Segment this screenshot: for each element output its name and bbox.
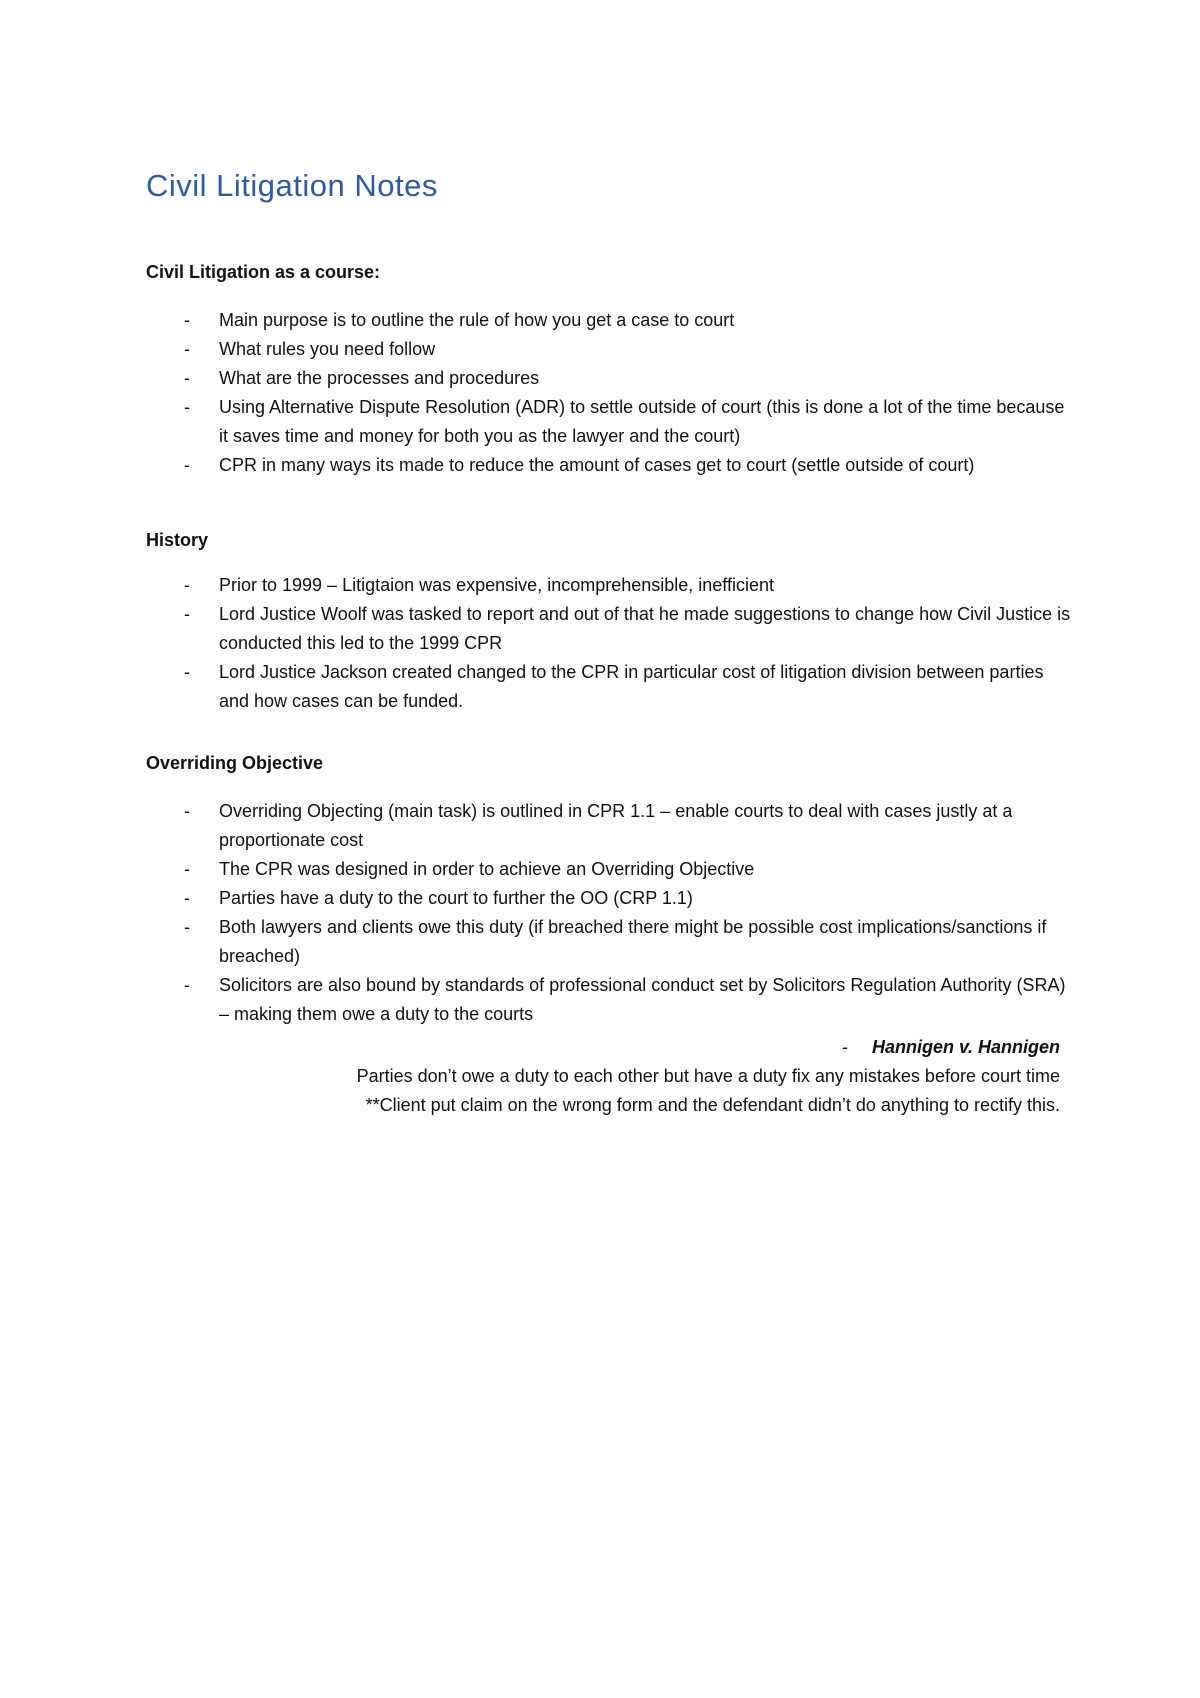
case-name: Hannigen v. Hannigen [871, 1037, 1060, 1057]
list-item: - Overriding Objecting (main task) is outlined in CPR 1.1 – enable courts to deal with cases justly at a proportionate cost [146, 797, 1076, 855]
list-item: - Using Alternative Dispute Resolution (ADR) to settle outside of court (this is done a lot of the time because it saves time and money for both you as the lawyer and the court) [146, 393, 1076, 451]
list-item: - What rules you need follow [146, 335, 1076, 364]
history-list [146, 571, 1076, 716]
list-item: - What are the processes and procedures [146, 364, 1076, 393]
dash-bullet: - [184, 575, 190, 595]
list-item: - CPR in many ways its made to reduce the amount of cases get to court (settle outside of court) [146, 451, 1076, 480]
dash-bullet: - [184, 368, 190, 388]
dash-bullet: - [184, 310, 190, 330]
list-item: - The CPR was designed in order to achieve an Overriding Objective [146, 855, 1076, 884]
case-detail-line: **Client put claim on the wrong form and the defendant didn’t do anything to rectify this. [365, 1095, 1060, 1115]
dash-bullet: - [184, 339, 190, 359]
dash-bullet: - [184, 455, 190, 475]
list-item: - Lord Justice Jackson created changed to the CPR in particular cost of litigation division between parties and how cases can be funded. [146, 658, 1076, 716]
section-heading-course: Civil Litigation as a course: [146, 262, 381, 282]
dash-bullet: - [841, 1037, 848, 1057]
list-item: - Solicitors are also bound by standards of professional conduct set by Solicitors Regulation Authority (SRA) – making them owe a duty to the courts [146, 971, 1076, 1029]
list-item: - Parties have a duty to the court to further the OO (CRP 1.1) [146, 884, 1076, 913]
dash-bullet: - [184, 917, 190, 937]
section-heading-history: History [146, 530, 209, 550]
dash-bullet: - [184, 397, 190, 417]
case-title-line [357, 1033, 1060, 1062]
document-title: Civil Litigation Notes [146, 168, 438, 203]
dash-bullet: - [184, 662, 190, 682]
dash-bullet: - [184, 888, 190, 908]
dash-bullet: - [184, 604, 190, 624]
dash-bullet: - [184, 801, 190, 821]
list-item: - Main purpose is to outline the rule of how you get a case to court [146, 306, 1076, 335]
list-item: - Both lawyers and clients owe this duty (if breached there might be possible cost implications/sanctions if breached) [146, 913, 1076, 971]
list-item: - Lord Justice Woolf was tasked to report and out of that he made suggestions to change how Civil Justice is conducted this led to the 1999 CPR [146, 600, 1076, 658]
section-heading-overriding-objective: Overriding Objective [146, 753, 324, 773]
overriding-objective-list [146, 797, 1076, 1029]
list-item: - Prior to 1999 – Litigtaion was expensive, incomprehensible, inefficient [146, 571, 1076, 600]
dash-bullet: - [184, 859, 190, 879]
case-note [357, 1033, 1060, 1120]
dash-bullet: - [184, 975, 190, 995]
case-summary-line: Parties don’t owe a duty to each other but have a duty fix any mistakes before court time [356, 1066, 1060, 1086]
course-list [146, 306, 1076, 480]
